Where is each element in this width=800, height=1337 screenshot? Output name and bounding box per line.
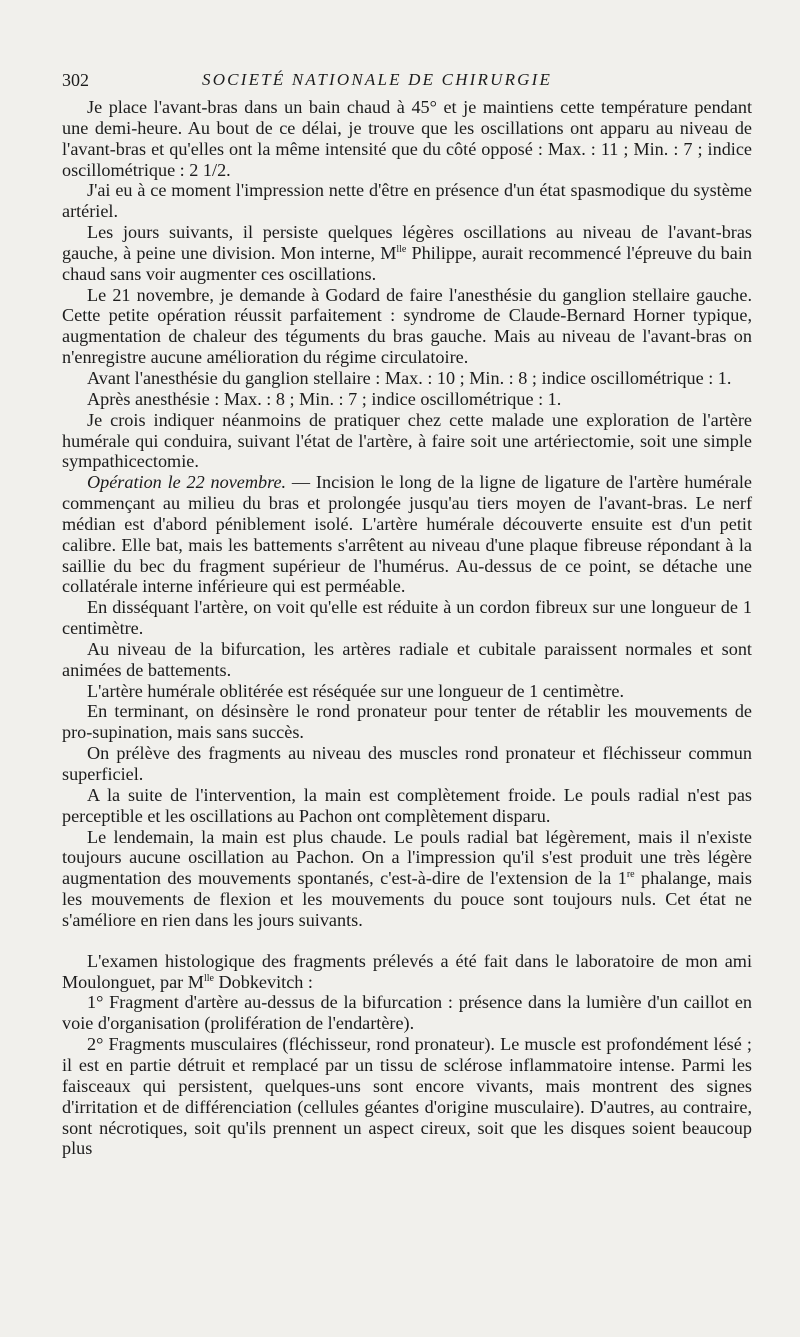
operation-heading: Opération le 22 novembre. — [87, 472, 287, 493]
paragraph: Je crois indiquer néanmoins de pratiquer chez cette malade une exploration de l'artère humérale qui conduira, suivant l'état de l'artère, à faire soit une artériectomie, soit une simple sympathicectomie. — [62, 409, 752, 472]
operation-paragraph — [62, 472, 752, 597]
page-header — [62, 70, 738, 94]
paragraph: L'examen histologique des fragments prélevés a été fait dans le laboratoire de mon ami Moulonguet, par $M^{lle}$ Dobkevitch : — [62, 950, 752, 992]
paragraph: Le lendemain, la main est plus chaude. Le pouls radial bat légèrement, mais il n'existe toujours aucune oscillation au Pachon. On a l'impression qu'il s'est produit une très légère augmentation des mouvements spontanés, c'est-à-dire de l'extension de la 1re phalange, mais les mouvements de flexion et les mouvements du pouce sont toujours nuls. Cet état ne s'améliore en rien dans les jours suivants. — [62, 826, 752, 930]
page-number: 302 — [62, 70, 89, 90]
running-head: SOCIETÉ NATIONALE DE CHIRURGIE — [202, 70, 553, 89]
paragraph: Je place l'avant-bras dans un bain chaud à 45° et je maintiens cette température pendant une demi-heure. Au bout de ce délai, je trouve que les oscillations ont apparu au niveau de l'avant-bras et qu'elles ont la même intensité que du côté opposé : Max. : 11 ; Min. : 7 ; indice oscillométrique : 2 1/2. — [62, 97, 752, 180]
paragraph: Au niveau de la bifurcation, les artères radiale et cubitale paraissent normales et sont animées de battements. — [62, 638, 752, 680]
paragraph: En disséquant l'artère, on voit qu'elle est réduite à un cordon fibreux sur une longueur de 1 centimètre. — [62, 597, 752, 639]
paragraph: 2° Fragments musculaires (fléchisseur, rond pronateur). Le muscle est profondément lésé ; il est en partie détruit et remplacé par un tissu de sclérose inflammatoire intense. Parmi les faisceaux qui persistent, quelques-uns sont encore vivants, mais montrent des signes d'irritation et de différenciation (cellules géantes d'origine musculaire). D'autres, au contraire, sont nécrotiques, soit qu'ils prennent un aspect cireux, soit que les disques soient beaucoup plus — [62, 1034, 752, 1159]
paragraph: A la suite de l'intervention, la main est complètement froide. Le pouls radial n'est pas perceptible et les oscillations au Pachon ont complètement disparu. — [62, 784, 752, 826]
paragraph: Le 21 novembre, je demande à Godard de faire l'anesthésie du ganglion stellaire gauche. Cette petite opération réussit parfaitement : syndrome de Claude-Bernard Horner typique, augmentation de chaleur des téguments du bras gauche. Mais au niveau de l'avant-bras on n'enregistre aucune amélioration du régime circulatoire. — [62, 284, 752, 368]
paragraph: En terminant, on désinsère le rond pronateur pour tenter de rétablir les mouvements de pro-supination, mais sans succès. — [62, 701, 752, 743]
paragraph: J'ai eu à ce moment l'impression nette d'être en présence d'un état spasmodique du système artériel. — [62, 180, 752, 222]
paragraph: Avant l'anesthésie du ganglion stellaire : Max. : 10 ; Min. : 8 ; indice oscillométrique : 1. — [87, 367, 732, 388]
paragraph: Les jours suivants, il persiste quelques légères oscillations au niveau de l'avant-bras gauche, à peine une division. Mon interne, $M^{lle}$ Philippe, aurait recommencé l'épreuve du bain chaud sans voir augmenter ces oscillations. — [62, 222, 752, 284]
body-text — [62, 97, 752, 1159]
paragraph: On prélève des fragments au niveau des muscles rond pronateur et fléchisseur commun superficiel. — [62, 743, 752, 784]
paragraph: 1° Fragment d'artère au-dessus de la bifurcation : présence dans la lumière d'un caillot en voie d'organisation (prolifération de l'endartère). — [62, 992, 752, 1034]
paragraph: Après anesthésie : Max. : 8 ; Min. : 7 ; indice oscillométrique : 1. — [87, 388, 562, 409]
paragraph: L'artère humérale oblitérée est réséquée sur une longueur de 1 centimètre. — [87, 680, 625, 701]
operation-text: — Incision le long de la ligne de ligature de l'artère humérale commençant au milieu du bras et prolongée jusqu'au tiers moyen de l'avant-bras. Le nerf médian est d'abord péniblement isolé. L'artère humérale découverte ensuite est d'un petit calibre. Elle bat, mais les battements s'arrêtent au niveau d'une plaque fibreuse répondant à la saillie du bec du fragment supérieur de l'humérus. Au-dessus de ce point, se détache une collatérale interne inférieure qui est perméable. — [62, 472, 753, 597]
